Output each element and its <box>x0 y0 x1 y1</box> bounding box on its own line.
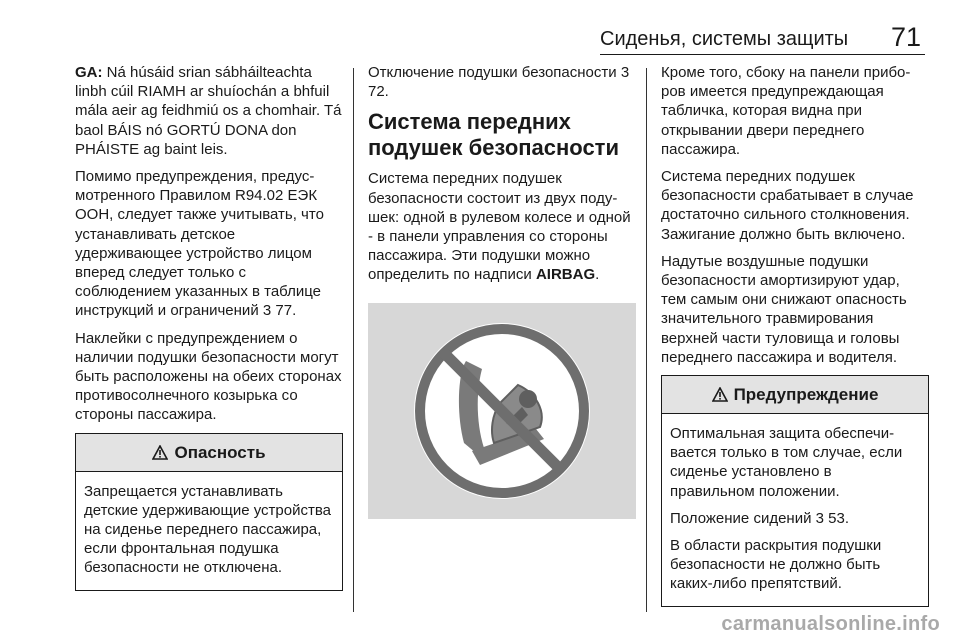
danger-box-header <box>76 434 342 472</box>
warning-triangle-icon <box>152 445 168 460</box>
seat-position-reference <box>670 509 920 528</box>
warning-label-paragraph: Кроме того, сбоку на панели приборов имеется предупреждающая табличка, которая видна при открывании двери переднего пассажира. <box>661 64 911 158</box>
page-title: Сиденья, системы защиты <box>600 28 849 50</box>
regulation-text: Помимо предупреждения, предусмотренного Правилом R94.02 ЕЭК ООН, следует также учитывать, что устанавливать детское удерживающее устройство лицом вперед следует только с соблюдением указанных в таблице инструкций и ограничений <box>75 168 324 320</box>
airbag-label: AIRBAG <box>535 266 596 284</box>
sticker-paragraph: Наклейки с предупреждением о наличии подушки безопасности могут быть расположены на обеих сторонах противосолнечного козырька со стороны пассажира. <box>75 329 342 424</box>
no-rear-facing-child-seat-icon <box>368 303 636 519</box>
irish-warning-paragraph <box>75 63 343 159</box>
warning-box-body <box>662 414 928 606</box>
danger-box-body <box>76 472 342 590</box>
danger-title: Опасность <box>174 442 266 462</box>
page-reference-link[interactable]: 3 53. <box>815 509 849 527</box>
column-3 <box>661 63 929 607</box>
watermark: carmanualsonline.info <box>721 613 940 635</box>
deactivation-reference <box>368 63 636 101</box>
warning-triangle-icon <box>712 387 728 402</box>
column-1 <box>75 63 343 591</box>
section-heading: Система передних подушек безопасности <box>368 109 619 161</box>
deactivation-text: Отключение подушки безопасности <box>368 64 617 81</box>
irish-warning-text: Ná húsáid srian sábháilteachta linbh cúil RIAMH ar shuíochán a bhfuil mála aeir ag feidhmiú os a chomhair. Tá baol BÁIS nó GORTÚ DONA don PHÁISTE ag baint leis. <box>75 64 342 158</box>
page-reference-link[interactable]: 3 77. <box>262 302 297 320</box>
warning-text-1: Оптимальная защита обеспечивается только в том случае, если сиденье установлено в правильном положении. <box>670 425 903 500</box>
danger-box <box>75 433 343 591</box>
column-divider-2 <box>646 68 647 612</box>
airbag-description-text: Система передних подушек безопасности состоит из двух подушек: одной в рулевом колесе и одной - в панели управления со стороны пассажира. Эти подушки можно определить по надписи <box>368 170 631 284</box>
regulation-paragraph <box>75 167 343 321</box>
seat-position-text: Положение сидений <box>670 509 812 527</box>
page-number: 71 <box>890 22 921 52</box>
deployment-paragraph: Система передних подушек безопасности срабатывает в случае достаточно сильного столкновения. Зажигание должно быть включено. <box>661 168 914 243</box>
warning-box <box>661 375 929 607</box>
child-seat-prohibition-pictogram <box>368 303 636 519</box>
warning-box-header <box>662 376 928 414</box>
column-divider-1 <box>353 68 354 612</box>
danger-text: Запрещается устанавливать детские удерживающие устройства на сиденье переднего пассажира, если фронтальная подушка безопасности не отключена. <box>84 482 332 577</box>
language-code: GA: <box>75 64 103 81</box>
page-reference-link[interactable]: 3 72. <box>368 64 630 101</box>
warning-title: Предупреждение <box>733 384 879 404</box>
cushioning-paragraph: Надутые воздушные подушки безопасности амортизируют удар, тем самым они снижают опасность значительного травмирования верхней части туловища и головы переднего пассажира и водителя. <box>661 252 907 366</box>
warning-text-3: В области раскрытия подушки безопасности не должно быть каких-либо препятствий. <box>670 537 882 593</box>
airbag-description <box>368 169 636 284</box>
airbag-period: . <box>595 266 600 284</box>
page-header <box>600 18 925 55</box>
column-2 <box>368 63 636 519</box>
